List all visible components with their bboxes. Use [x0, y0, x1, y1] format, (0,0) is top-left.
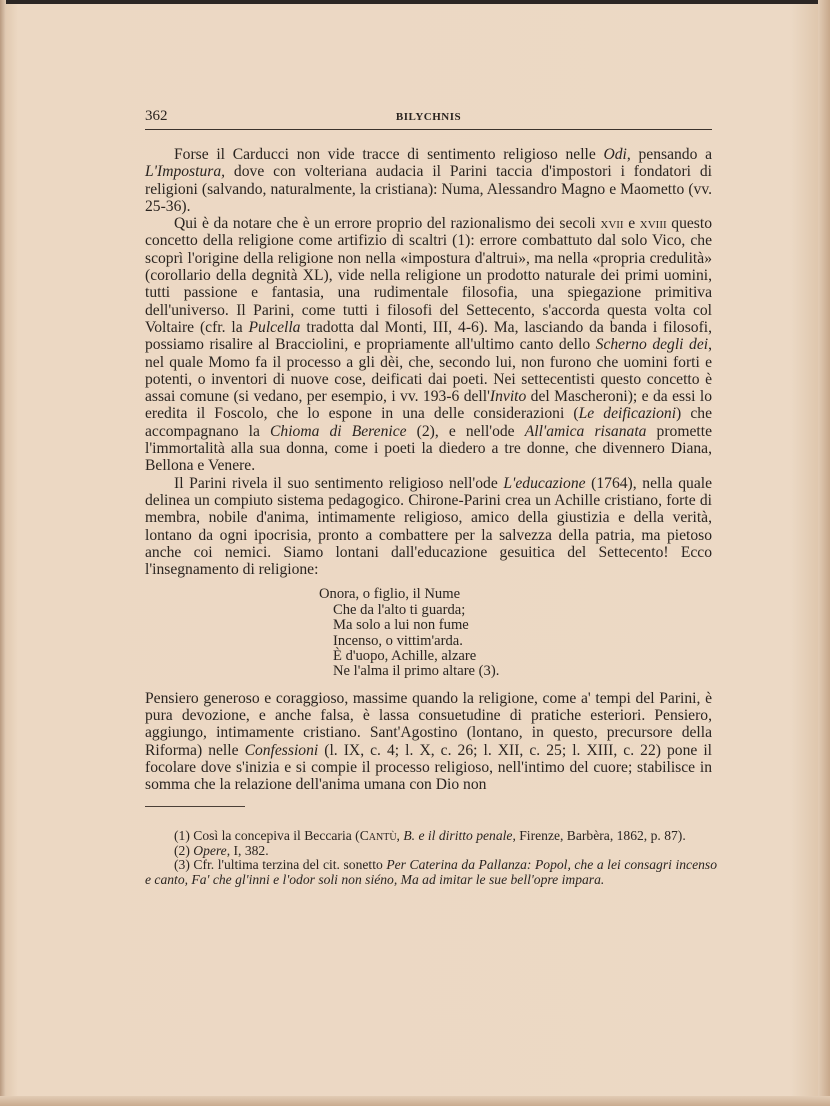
italic-text: Scherno degli dei	[595, 336, 709, 354]
verse-line: È d'uopo, Achille, alzare	[333, 648, 477, 665]
page-number: 362	[145, 108, 168, 124]
text-run: (1) Così la concepiva il Beccaria (	[174, 828, 360, 843]
text-run: tradotta dal Monti, III, 4-6). Ma, lasciando da banda i filosofi, possiamo risalire al Bracciolini, e propriamente all'ultimo canto dello	[145, 318, 712, 354]
verse-quotation	[319, 587, 712, 679]
text-run: , nel quale Momo fa il processo a gli dèi, che, secondo lui, non furono che uomini forti e potenti, o inventori di nuove cose, deificati dai poeti. Nei settecentisti questo concetto è assai comune (si vedano, per esempio, i vv. 193-6 dell'	[145, 336, 712, 406]
text-run: e	[623, 215, 640, 233]
italic-text: B. e il diritto penale	[403, 828, 513, 843]
text-run: , pensando a	[626, 146, 713, 163]
italic-text: L'Impostura,	[145, 163, 226, 181]
footnote	[145, 844, 717, 859]
italic-text: All'amica risanata	[524, 422, 647, 440]
verse-line: Onora, o figlio, il Nume	[319, 586, 461, 603]
page-right-edge	[818, 0, 830, 1106]
page-top-edge	[0, 0, 830, 4]
main-text	[145, 146, 712, 794]
small-caps-text: Cantù	[359, 828, 397, 843]
italic-text: L'educazione	[503, 474, 586, 492]
text-run: (l. IX, c. 4; l. X, c. 26; l. XII, c. 25; l. XIII, c. 22) pone il focolare dove s'inizia e si compie il processo religioso, nell'intimo del cuore; stabilisce in somma che la relazione dell'anima umana con Dio non	[145, 741, 712, 794]
footnote-rule	[145, 806, 245, 807]
text-run: , Firenze, Barbèra, 1862, p. 87).	[512, 828, 686, 843]
italic-text: Pulcella	[248, 318, 301, 336]
text-run: (2)	[174, 842, 194, 858]
paragraph	[145, 146, 712, 215]
text-run: Pensiero generoso e coraggioso, massime quando la religione, come a' tempi del Parini, è pura devozione, e anche falsa, è lassa consuetudine di pratiche esteriori. Pensiero, aggiungo, intimamente cristiano. Sant'Agostino (lontano, in questo, precursore della Riforma) nelle	[145, 689, 712, 759]
page-bottom-edge	[0, 1096, 830, 1106]
text-run: (2), e nell'ode	[406, 422, 525, 440]
page-header	[145, 108, 712, 128]
verse-line: Incenso, o vittim'arda.	[333, 632, 463, 649]
text-run: ) che accompagnano la	[145, 405, 712, 440]
text-run: promette l'immortalità alla sua donna, come i poeti la diedero a tre donne, che divennero Diana, Bellona e Venere.	[145, 422, 712, 475]
small-caps-text: xvii	[600, 215, 624, 233]
text-run: (1764), nella quale delinea un compiuto sistema pedagogico. Chirone-Parini crea un Achille cristiano, forte di membra, nobile d'anima, intimamente religioso, amico della giustizia e della verità, lontano da ogni ipocrisia, pronto a combattere per la salvezza della patria, ma pietoso anche coi nemici. Siamo lontani dall'educazione gesuitica del Settecento! Ecco l'insegnamento di religione:	[145, 474, 712, 579]
text-run: (3) Cfr. l'ultima terzina del cit. sonetto	[174, 857, 387, 873]
text-run: del Mascheroni); e da essi lo eredita il Foscolo, che lo espone in una delle considerazioni (	[145, 388, 712, 423]
italic-text: Le deificazioni	[578, 405, 677, 423]
text-run: Qui è da notare che è un errore proprio del razionalismo dei secoli	[174, 215, 601, 233]
text-run: ,	[396, 828, 404, 843]
paragraph	[145, 475, 712, 579]
text-run: Forse il Carducci non vide tracce di sentimento religioso nelle	[174, 146, 604, 163]
verse-line: Che da l'alto ti guarda;	[333, 601, 466, 618]
verse-line: Ma solo a lui non fume	[333, 617, 469, 634]
italic-text: Invito	[489, 388, 527, 406]
paragraph	[145, 215, 712, 474]
footnotes	[145, 829, 717, 888]
text-run: dove con volteriana audacia il Parini taccia d'impostori i fondatori di religioni (salvando, naturalmente, la cristiana): Numa, Alessandro Magno e Maometto (vv. 25-36).	[145, 163, 712, 215]
header-rule	[145, 129, 712, 130]
italic-text: Per Caterina da Pallanza: Popol, che a lei consagri incenso e canto, Fa' che gl'inni e l'odor soli non siéno, Ma ad imitar le sue bell'opre impara.	[145, 857, 717, 888]
text-run: questo concetto della religione come artifizio di scaltri (1): errore combattuto dal solo Vico, che scoprì l'origine della religione non nella «impostura d'altrui», ma nella «propria credulità» (corollario della degnità XL), vide nella religione un prodotto naturale dei primi uomini, tutti passione e fantasia, una rudimentale filosofia, una spiegazione primitiva dell'universo. Il Parini, come tutti i filosofi del Settecento, s'accorda questa volta col Voltaire (cfr. la	[145, 215, 712, 336]
text-run: , I, 382.	[226, 842, 269, 858]
footnote	[145, 829, 717, 844]
italic-text: Odi	[603, 146, 627, 163]
text-run: Il Parini rivela il suo sentimento religioso nell'ode	[174, 474, 504, 492]
page-left-edge	[0, 0, 6, 1106]
italic-text: Opere	[193, 842, 227, 858]
verse-line: Ne l'alma il primo altare (3).	[333, 663, 500, 680]
paragraph	[145, 690, 712, 794]
italic-text: Confessioni	[244, 741, 319, 759]
footnote	[145, 858, 717, 887]
italic-text: Chioma di Berenice	[270, 422, 407, 440]
small-caps-text: xviii	[639, 215, 667, 233]
running-title: BILYCHNIS	[395, 111, 462, 123]
